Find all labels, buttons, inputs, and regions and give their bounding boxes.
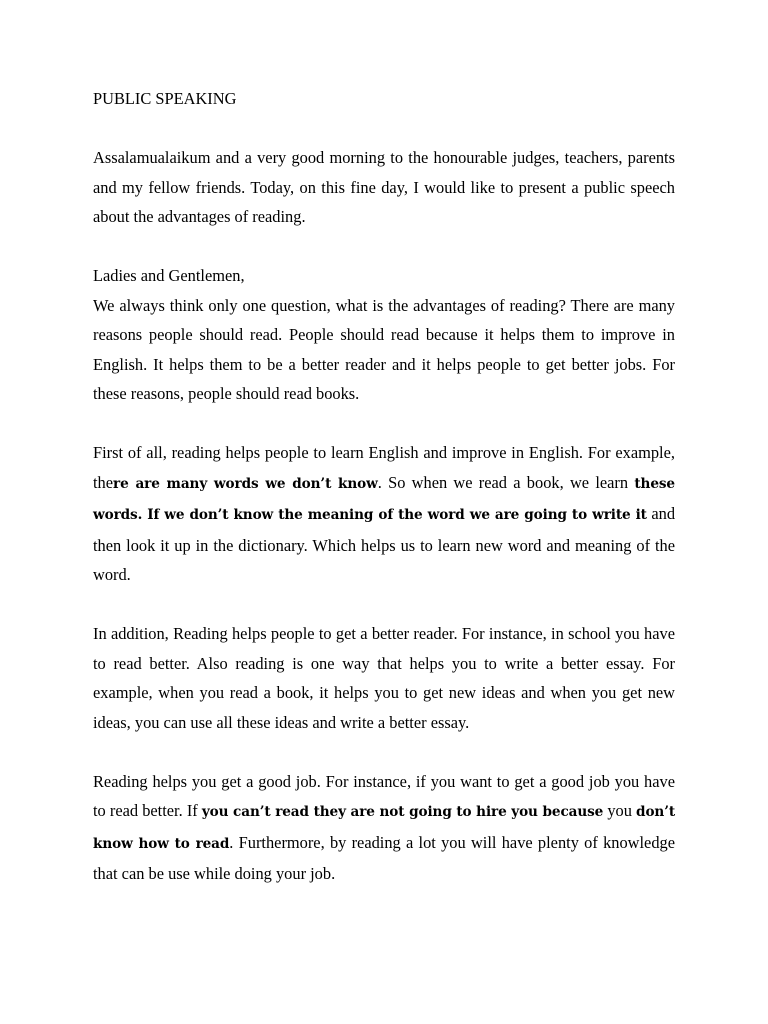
- text-run: Assalamualaikum and a very good morning to the honourable judges, teachers, parents and my fellow friends. Today, on this fine day, I would like to present a public speech about the advantages of reading.: [93, 148, 675, 226]
- paragraph-point-english: [93, 438, 675, 590]
- text-run: Reading helps you get a good job. For instance, if you want to get a good job you have to read better. If: [93, 771, 675, 820]
- text-run: . Furthermore, by reading a lot you will have plenty of knowledge that can be use while doing your job.: [93, 832, 675, 883]
- bold-text-run: these words. If we don’t know the meaning of the word we are going to write it: [93, 475, 675, 523]
- text-run: . So when we read a book, we learn: [377, 472, 635, 492]
- bold-text-run: you can’t read they are not going to hire you because: [201, 804, 604, 820]
- bold-text-run: don’t know how to read: [93, 804, 676, 852]
- paragraph-salutation: [93, 261, 675, 291]
- text-run: and then look it up in the dictionary. Which helps us to learn new word and meaning of the word.: [93, 504, 676, 584]
- document-title: PUBLIC SPEAKING: [93, 89, 237, 108]
- paragraph-point-reader: [93, 619, 675, 737]
- document-page: [93, 84, 675, 918]
- text-run: In addition, Reading helps people to get a better reader. For instance, in school you have to read better. Also reading is one way that helps you to write a better essay. For example, when you read a book, it helps you to get new ideas and when you get new ideas, you can use all these ideas and write a better essay.: [93, 624, 675, 732]
- text-run: you: [603, 801, 637, 820]
- text-run: First of all, reading helps people to learn English and improve in English. For example, the: [93, 443, 675, 492]
- paragraph-greeting: [93, 143, 675, 232]
- paragraph-intro: [93, 291, 675, 409]
- text-run: Ladies and Gentlemen,: [93, 266, 245, 285]
- text-run: We always think only one question, what is the advantages of reading? There are many reasons people should read. People should read because it helps them to improve in English. It helps them to be a better reader and it helps people to get better jobs. For these reasons, people should read books.: [93, 295, 675, 403]
- paragraph-point-job: [93, 767, 675, 889]
- bold-text-run: re are many words we don’t know: [113, 475, 378, 492]
